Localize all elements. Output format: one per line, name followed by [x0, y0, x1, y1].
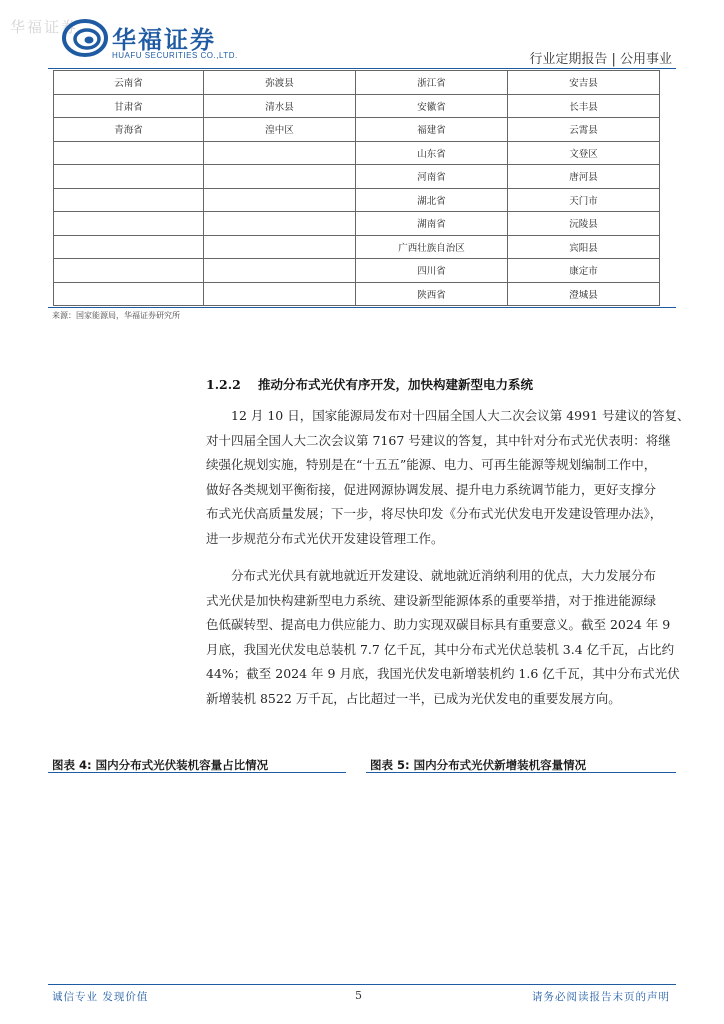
report-type: 行业定期报告 | 公用事业: [529, 52, 672, 67]
table-cell: 宾阳县: [508, 235, 660, 259]
paragraph: [206, 564, 680, 711]
table-cell: 安吉县: [508, 71, 660, 95]
paragraph-line: 做好各类规划平衡衔接，促进网源协调发展、提升电力系统调节能力，更好支撑分: [206, 481, 657, 497]
company-name-en: HUAFU SECURITIES CO.,LTD.: [112, 51, 238, 60]
table-row: [54, 71, 660, 95]
table-row: [54, 141, 660, 165]
table-cell: 唐河县: [508, 165, 660, 189]
paragraph-line: 12 月 10 日，国家能源局发布对十四届全国人大二次会议第 4991 号建议的答复、: [231, 408, 690, 423]
table-row: [54, 282, 660, 306]
huafu-logo-icon: [62, 18, 108, 58]
paragraph-line: 色低碳转型、提高电力供应能力、助力实现双碳目标具有重要意义。截至 2024 年 9: [206, 617, 671, 632]
table-cell: 福建省: [356, 118, 508, 142]
table-cell: 康定市: [508, 259, 660, 283]
table-row: [54, 212, 660, 236]
table-cell: 湟中区: [204, 118, 356, 142]
region-table: [53, 70, 660, 306]
table-row: [54, 94, 660, 118]
table-cell: 山东省: [356, 141, 508, 165]
table-bottom-divider: [48, 307, 676, 308]
table-cell: 湖南省: [356, 212, 508, 236]
page-number: 5: [355, 989, 362, 1002]
table-row: [54, 118, 660, 142]
table-cell: [204, 235, 356, 259]
table-cell: 长丰县: [508, 94, 660, 118]
table-row: [54, 188, 660, 212]
table-cell: 云南省: [54, 71, 204, 95]
footer-slogan: 诚信专业 发现价值: [52, 991, 149, 1003]
table-cell: [54, 141, 204, 165]
table-cell: 天门市: [508, 188, 660, 212]
table-cell: [54, 235, 204, 259]
section-title: 推动分布式光伏有序开发，加快构建新型电力系统: [258, 377, 534, 392]
paragraph-line: 新增装机 8522 万千瓦，占比超过一半，已成为光伏发电的重要发展方向。: [206, 690, 621, 706]
footer-divider: [48, 984, 676, 985]
table-cell: [204, 212, 356, 236]
table-cell: 沅陵县: [508, 212, 660, 236]
table-cell: [204, 282, 356, 306]
paragraph-line: 对十四届全国人大二次会议第 7167 号建议的答复，其中针对分布式光伏表明：将继: [206, 432, 671, 448]
table-cell: [54, 259, 204, 283]
table-cell: 浙江省: [356, 71, 508, 95]
figure-4-label: 图表 4: 国内分布式光伏装机容量占比情况: [52, 758, 269, 772]
table-cell: [54, 212, 204, 236]
footer-disclaimer: 请务必阅读报告末页的声明: [532, 991, 670, 1003]
table-cell: [54, 282, 204, 306]
figure-5-divider: [366, 772, 676, 773]
watermark-text: 华福证券: [10, 18, 79, 36]
table-cell: [204, 141, 356, 165]
table-cell: [204, 165, 356, 189]
table-cell: 四川省: [356, 259, 508, 283]
table-cell: 河南省: [356, 165, 508, 189]
paragraph-line: 进一步规范分布式光伏开发建设管理工作。: [206, 530, 444, 546]
table-cell: 湖北省: [356, 188, 508, 212]
paragraph-line: 月底，我国光伏发电总装机 7.7 亿千瓦，其中分布式光伏总装机 3.4 亿千瓦，占比约: [206, 641, 675, 657]
table-row: [54, 259, 660, 283]
figure-4-divider: [48, 772, 346, 773]
section-heading: [206, 375, 533, 393]
paragraph-line: 分布式光伏具有就地就近开发建设、就地就近消纳利用的优点，大力发展分布: [231, 568, 657, 583]
figure-5-label: 图表 5: 国内分布式光伏新增装机容量情况: [370, 758, 587, 772]
table-cell: [54, 165, 204, 189]
table-cell: [204, 188, 356, 212]
header-divider: [48, 68, 676, 69]
company-name-cn: 华福证券: [112, 26, 216, 54]
table-cell: 广西壮族自治区: [356, 235, 508, 259]
paragraph-line: 44%；截至 2024 年 9 月底，我国光伏发电新增装机约 1.6 亿千瓦，其中分布式光伏: [206, 666, 680, 681]
table-cell: 云霄县: [508, 118, 660, 142]
table-cell: 弥渡县: [204, 71, 356, 95]
table-cell: 清水县: [204, 94, 356, 118]
section-number: 1.2.2: [206, 377, 241, 392]
table-source: 来源：国家能源局，华福证券研究所: [52, 311, 180, 320]
table-cell: [54, 188, 204, 212]
table-row: [54, 165, 660, 189]
paragraph-line: 布式光伏高质量发展；下一步，将尽快印发《分布式光伏发电开发建设管理办法》，: [206, 506, 663, 521]
paragraph-line: 式光伏是加快构建新型电力系统、建设新型能源体系的重要举措，对于推进能源绿: [206, 592, 657, 608]
table-cell: 安徽省: [356, 94, 508, 118]
table-cell: 青海省: [54, 118, 204, 142]
table-cell: 文登区: [508, 141, 660, 165]
paragraph: [206, 404, 690, 551]
table-cell: 甘肃省: [54, 94, 204, 118]
table-cell: 陕西省: [356, 282, 508, 306]
table-cell: [204, 259, 356, 283]
table-cell: 澄城县: [508, 282, 660, 306]
table-row: [54, 235, 660, 259]
paragraph-line: 续强化规划实施，特别是在“十五五”能源、电力、可再生能源等规划编制工作中，: [206, 457, 657, 472]
